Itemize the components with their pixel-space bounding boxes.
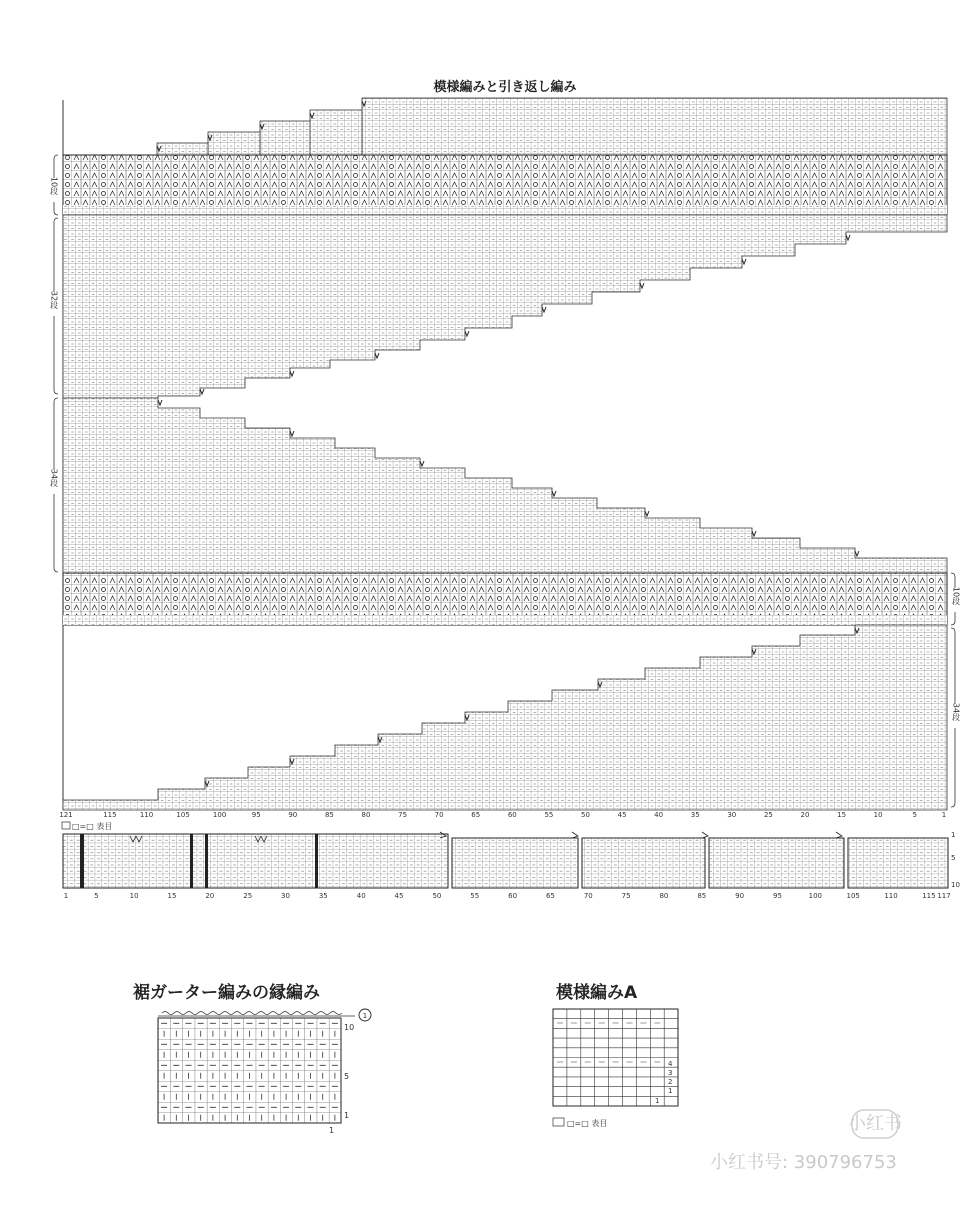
lower-short-row-wedge [63, 398, 947, 573]
strip-column-number: 55 [470, 892, 480, 900]
garter-chart-grid [158, 1012, 355, 1124]
main-column-number: 50 [581, 811, 590, 819]
bracket-label-lower-wedge: 34段 [49, 468, 59, 488]
main-column-number: 95 [251, 811, 261, 819]
main-column-number: 75 [398, 811, 408, 819]
main-chart-title: 模様編みと引き返し編み [433, 80, 577, 95]
upper-short-row-wedge [63, 215, 947, 398]
watermark-id: 小红书号: 390796753 [710, 1152, 897, 1173]
strip-row-number-1: 1 [951, 831, 956, 839]
pattern-a-row-1: 1 [668, 1087, 673, 1095]
strip-column-number: 110 [884, 892, 898, 900]
main-column-number: 65 [471, 811, 481, 819]
main-column-number: 40 [654, 811, 664, 819]
main-column-number: 85 [324, 811, 334, 819]
main-column-number: 60 [507, 811, 517, 819]
strip-column-number: 35 [318, 892, 328, 900]
strip-column-number: 45 [394, 892, 404, 900]
pattern-a-row-3: 3 [668, 1069, 673, 1077]
garter-column-number-1: 1 [329, 1126, 335, 1135]
strip-column-number: 115 [922, 892, 936, 900]
pattern-a-column-1: 1 [655, 1097, 660, 1105]
main-column-number: 30 [727, 811, 737, 819]
bracket-label-top-lace: 10段 [49, 176, 59, 196]
top-lace-band [63, 155, 947, 215]
main-column-number: 55 [544, 811, 554, 819]
main-column-number: 1 [941, 811, 947, 819]
main-column-number: 45 [617, 811, 627, 819]
bracket-label-bottom-wedge: 34段 [951, 702, 961, 722]
middle-lace-band [63, 573, 947, 625]
strip-column-number: 70 [583, 892, 593, 900]
strip-column-number: 30 [281, 892, 290, 900]
main-column-numbers [59, 811, 946, 819]
main-column-number: 100 [212, 811, 227, 819]
main-column-number: 90 [288, 811, 298, 819]
pattern-a-row-4: 4 [668, 1060, 673, 1068]
strip-row-number-5: 5 [951, 854, 956, 862]
main-column-number: 25 [763, 811, 773, 819]
strip-column-number: 10 [129, 892, 139, 900]
pattern-a-row-2: 2 [668, 1078, 673, 1086]
strip-chart [63, 832, 948, 888]
strip-column-number: 75 [621, 892, 631, 900]
strip-column-number: 40 [356, 892, 366, 900]
strip-column-number: 5 [94, 892, 99, 900]
bracket-label-upper-wedge: 32段 [49, 290, 59, 310]
strip-column-number: 1 [63, 892, 69, 900]
strip-column-number: 95 [773, 892, 782, 900]
strip-column-number: 117 [937, 892, 951, 900]
strip-column-number: 20 [205, 892, 215, 900]
strip-column-number: 85 [697, 892, 707, 900]
main-column-number: 110 [139, 811, 154, 819]
main-column-number: 15 [837, 811, 847, 819]
main-column-number: 105 [176, 811, 190, 819]
bottom-short-row-wedge [63, 625, 947, 810]
strip-column-number: 105 [846, 892, 860, 900]
garter-row-number-5: 5 [344, 1072, 350, 1081]
strip-column-number: 15 [167, 892, 177, 900]
strip-column-numbers [64, 892, 951, 900]
watermark-logo: 小红书 [848, 1113, 902, 1134]
garter-chart-title: 裾ガーター編みの縁編み [133, 983, 320, 1003]
strip-column-number: 25 [243, 892, 253, 900]
garter-row-number-1: 1 [344, 1111, 350, 1120]
strip-column-number: 65 [545, 892, 555, 900]
strip-column-number: 60 [508, 892, 518, 900]
strip-row-number-10: 10 [951, 881, 960, 889]
pattern-a-grid [553, 1009, 678, 1106]
main-column-number: 80 [361, 811, 371, 819]
pattern-a-title: 模様編みA [556, 983, 638, 1003]
main-column-number: 5 [912, 811, 917, 819]
garter-row-number-10: 10 [344, 1023, 355, 1032]
garter-circle-label: 1 [362, 1012, 368, 1020]
main-column-number: 35 [690, 811, 700, 819]
pattern-a-legend: □=□ 表目 [567, 1119, 608, 1128]
bracket-label-middle-lace: 10段 [951, 586, 961, 606]
main-column-number: 121 [59, 811, 73, 819]
main-legend: □=□ 表目 [72, 822, 113, 831]
strip-column-number: 50 [432, 892, 442, 900]
main-column-number: 20 [800, 811, 810, 819]
main-column-number: 10 [873, 811, 883, 819]
strip-column-number: 80 [659, 892, 669, 900]
strip-column-number: 90 [735, 892, 745, 900]
main-column-number: 70 [434, 811, 444, 819]
main-column-number: 115 [103, 811, 117, 819]
strip-column-number: 100 [808, 892, 822, 900]
top-short-row-section [157, 98, 947, 155]
